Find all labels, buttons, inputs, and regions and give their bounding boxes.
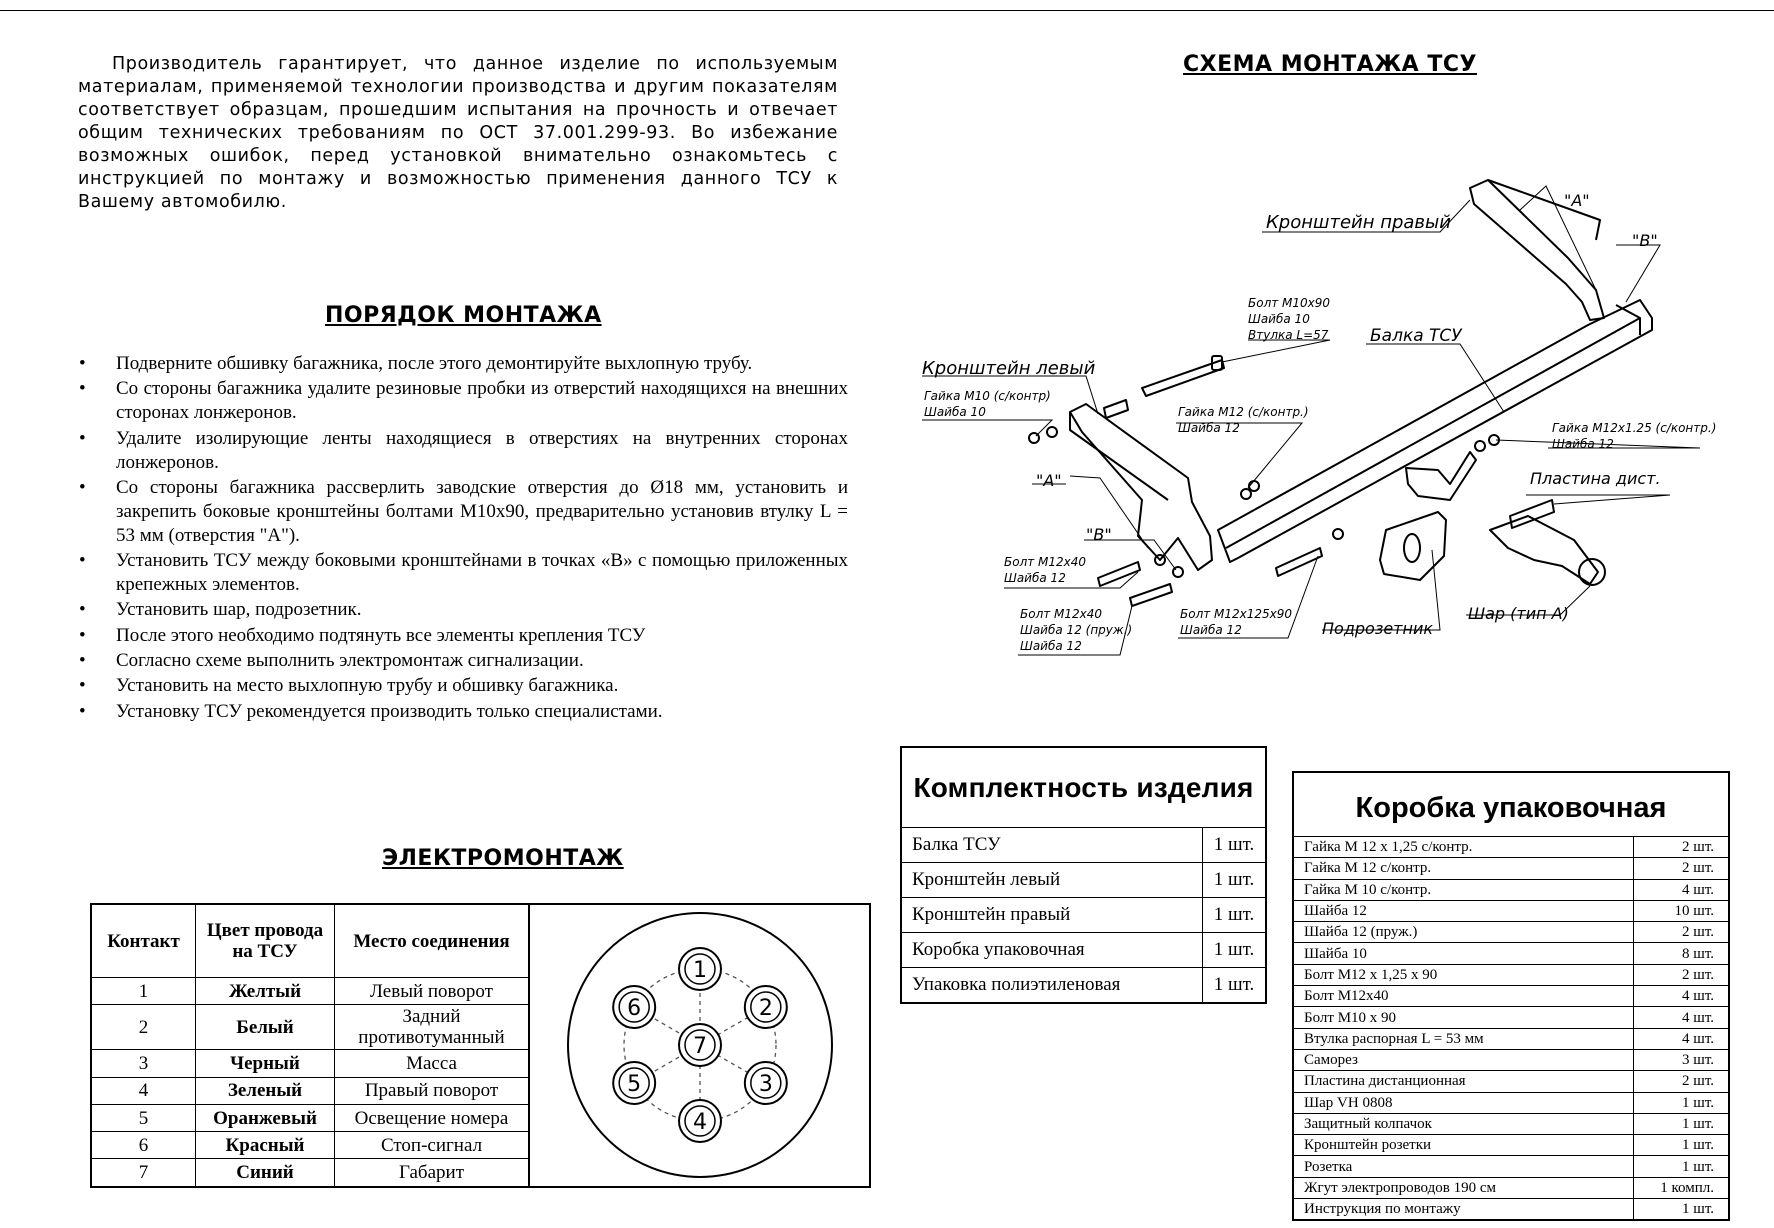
label-bolt-m12x40-b-3: Шайба 12 (1020, 639, 1082, 653)
list-item: • Подверните обшивку багажника, после этого демонтируйте выхлопную трубу. (78, 352, 848, 376)
washer (1489, 435, 1499, 445)
table-cell: Черный (196, 1050, 335, 1077)
socket-pin-label: 1 (692, 958, 707, 983)
washer (1241, 489, 1251, 499)
label-nut-m12x125-1: Гайка М12х1.25 (с/контр.) (1552, 421, 1717, 435)
label-bolt-m12x125-2: Шайба 12 (1180, 623, 1242, 637)
socket-pin (613, 986, 655, 1028)
leader-line (1070, 476, 1148, 548)
table-cell: 1 шт. (1203, 968, 1267, 1004)
washer (1475, 441, 1485, 451)
table-cell: Белый (196, 1005, 335, 1050)
table-cell: Балка ТСУ (901, 828, 1203, 863)
socket-bracket (1380, 512, 1446, 580)
socket-pin-label: 3 (758, 1072, 773, 1097)
right-bracket-plate (1488, 180, 1600, 240)
table-cell: Желтый (196, 978, 335, 1005)
table-cell: 1 шт. (1634, 1199, 1730, 1221)
leader-line (1004, 572, 1138, 588)
leader-line (1178, 556, 1318, 638)
table-cell: 1 шт. (1203, 898, 1267, 933)
label-nut-m10-2: Шайба 10 (924, 405, 986, 419)
leader-line (1222, 340, 1330, 362)
table-cell: 4 шт. (1634, 879, 1730, 900)
label-right-bracket: Кронштейн правый (1266, 212, 1451, 233)
washer (1173, 567, 1183, 577)
socket-pin (679, 948, 721, 990)
table-cell: 3 (91, 1050, 196, 1077)
washer (1155, 555, 1165, 565)
socket-pin (744, 986, 786, 1028)
table-cell: Втулка распорная L = 53 мм (1293, 1028, 1634, 1049)
list-item: • Удалите изолирующие ленты находящиеся в отверстиях на внутренних сторонах лонжеронов. (78, 427, 848, 475)
bolt-m12x40 (1130, 584, 1172, 606)
table-cell: Красный (196, 1132, 335, 1159)
label-bolt-m10-2: Шайба 10 (1248, 312, 1310, 326)
table-cell: Жгут электропроводов 190 см (1293, 1177, 1634, 1198)
table-cell: Болт М12 х 1,25 х 90 (1293, 964, 1634, 985)
label-bolt-m10-3: Втулка L=57 (1248, 328, 1329, 342)
kit-title: Комплектность изделия (901, 747, 1266, 828)
table-cell: 1 шт. (1634, 1092, 1730, 1113)
washer (1029, 433, 1039, 443)
washer (1047, 427, 1057, 437)
leader-line (1262, 200, 1470, 232)
bolt-m12x40 (1098, 562, 1140, 586)
label-bolt-m12x40-a-1: Болт М12х40 (1004, 555, 1087, 569)
table-cell: 1 шт. (1203, 863, 1267, 898)
spacer-sleeve (1104, 400, 1128, 418)
leader-line (1366, 344, 1504, 412)
label-mark-a-left: "А" (1036, 471, 1062, 490)
socket-pin (744, 1062, 786, 1104)
table-cell: 10 шт. (1634, 900, 1730, 921)
table-cell: Кронштейн правый (901, 898, 1203, 933)
socket-pin-label: 4 (692, 1110, 707, 1135)
list-item: • Установить ТСУ между боковыми кронштейнами в точках «В» с помощью приложенных крепежных элементов. (78, 549, 848, 597)
left-bracket (1070, 404, 1212, 570)
table-cell: Оранжевый (196, 1104, 335, 1131)
label-bolt-m12x40-b-1: Болт М12х40 (1020, 607, 1103, 621)
table-cell: Гайка М 10 с/контр. (1293, 879, 1634, 900)
tow-ball-icon (1579, 559, 1605, 585)
table-cell: Розетка (1293, 1156, 1634, 1177)
electro-title: ЭЛЕКТРОМОНТАЖ (382, 846, 624, 871)
table-cell: Задний противотуманный (335, 1005, 530, 1050)
socket-pin-label: 2 (758, 996, 773, 1021)
table-cell: Упаковка полиэтиленовая (901, 968, 1203, 1004)
table-cell: 1 компл. (1634, 1177, 1730, 1198)
socket-pin-label: 7 (692, 1034, 707, 1059)
socket-pin (679, 1024, 721, 1066)
steps-list (78, 352, 848, 725)
beam-end-cap (1616, 305, 1640, 335)
label-nut-m10-1: Гайка М10 (с/контр) (924, 389, 1051, 403)
wiring-header-place: Место соединения (335, 904, 530, 978)
label-mark-a: "А" (1564, 191, 1590, 210)
bolt-m12x125 (1276, 548, 1322, 576)
list-item: • Со стороны багажника удалите резиновые пробки из отверстий находящихся на внешних сторонах лонжеронов. (78, 377, 848, 425)
table-cell: Болт М12х40 (1293, 986, 1634, 1007)
leader-line (1018, 606, 1132, 655)
table-cell: Болт М10 х 90 (1293, 1007, 1634, 1028)
list-item: • Со стороны багажника рассверлить заводские отверстия до Ø18 мм, установить и закрепить боковые кронштейны болтами М10х90, предварительно установив втулку L = 53 мм (отверстия "А"). (78, 476, 848, 548)
list-item: • После этого необходимо подтянуть все элементы крепления ТСУ (78, 624, 848, 648)
list-item: • Согласно схеме выполнить электромонтаж сигнализации. (78, 649, 848, 673)
table-cell: Инструкция по монтажу (1293, 1199, 1634, 1221)
table-cell: Шайба 12 (1293, 900, 1634, 921)
table-cell: Гайка М 12 х 1,25 с/контр. (1293, 837, 1634, 858)
ball-arm (1490, 516, 1598, 584)
table-cell: 2 шт. (1634, 922, 1730, 943)
table-cell: 2 шт. (1634, 858, 1730, 879)
table-cell: Кронштейн розетки (1293, 1135, 1634, 1156)
leader-line (922, 420, 1052, 436)
table-cell: Стоп-сигнал (335, 1132, 530, 1159)
ball-mount-plate (1406, 452, 1476, 500)
socket-diagram-cell (529, 904, 870, 1187)
table-cell: Шар VH 0808 (1293, 1092, 1634, 1113)
leader-line (1466, 586, 1590, 615)
tow-beam (1218, 300, 1652, 562)
table-cell: 4 шт. (1634, 986, 1730, 1007)
leader-line (1526, 495, 1670, 504)
table-cell: Синий (196, 1159, 335, 1187)
list-item: • Установку ТСУ рекомендуется производить только специалистами. (78, 700, 848, 724)
label-plate: Пластина дист. (1530, 469, 1661, 488)
table-cell: 2 шт. (1634, 837, 1730, 858)
table-cell: 4 (91, 1077, 196, 1104)
table-cell: Шайба 12 (пруж.) (1293, 922, 1634, 943)
table-cell: Пластина дистанционная (1293, 1071, 1634, 1092)
table-cell: 6 (91, 1132, 196, 1159)
socket-pin-diagram (541, 908, 859, 1183)
distance-plate (1510, 500, 1554, 528)
wiring-header-contact: Контакт (91, 904, 196, 978)
table-cell: 1 шт. (1634, 1156, 1730, 1177)
table-cell: 5 (91, 1104, 196, 1131)
washer (1333, 529, 1343, 539)
leader-line (1322, 550, 1440, 630)
leader-line (1084, 540, 1176, 570)
label-ball: Шар (тип А) (1468, 604, 1569, 623)
table-cell: 1 шт. (1203, 828, 1267, 863)
scheme-title: СХЕМА МОНТАЖА ТСУ (1183, 52, 1477, 77)
table-cell: Габарит (335, 1159, 530, 1187)
leader-line (922, 376, 1098, 414)
socket-bracket-hole (1404, 534, 1420, 562)
table-cell: 2 (91, 1005, 196, 1050)
label-nut-m12-1: Гайка М12 (с/контр.) (1178, 405, 1309, 419)
label-left-bracket: Кронштейн левый (922, 358, 1096, 379)
right-bracket (1470, 180, 1604, 320)
table-cell: 3 шт. (1634, 1049, 1730, 1070)
leader-line (1496, 440, 1700, 448)
bolt-m10 (1142, 360, 1224, 396)
label-mark-b: "В" (1632, 231, 1658, 250)
leader-line (1616, 245, 1660, 302)
table-cell: 1 шт. (1634, 1135, 1730, 1156)
table-cell: Защитный колпачок (1293, 1113, 1634, 1134)
label-socket-bracket: Подрозетник (1322, 619, 1434, 638)
list-item: • Установить шар, подрозетник. (78, 598, 848, 622)
table-cell: 4 шт. (1634, 1007, 1730, 1028)
table-cell: 2 шт. (1634, 1071, 1730, 1092)
order-title: ПОРЯДОК МОНТАЖА (325, 303, 602, 328)
table-cell: 1 шт. (1203, 933, 1267, 968)
socket-pin-label: 6 (626, 996, 641, 1021)
table-cell: Саморез (1293, 1049, 1634, 1070)
table-cell: Освещение номера (335, 1104, 530, 1131)
table-cell: Зеленый (196, 1077, 335, 1104)
table-cell: Масса (335, 1050, 530, 1077)
label-bolt-m12x125-1: Болт М12х125х90 (1180, 607, 1293, 621)
socket-pin (613, 1062, 655, 1104)
label-nut-m12x125-2: Шайба 12 (1552, 437, 1614, 451)
list-item: • Установить на место выхлопную трубу и обшивку багажника. (78, 674, 848, 698)
bolt-head (1212, 356, 1222, 370)
wiring-header-color: Цвет провода на ТСУ (196, 904, 335, 978)
table-cell: 7 (91, 1159, 196, 1187)
box-table (1292, 771, 1730, 1221)
label-bolt-m12x40-a-2: Шайба 12 (1004, 571, 1066, 585)
washer (1249, 481, 1259, 491)
socket-pin-label: 5 (626, 1072, 641, 1097)
table-cell: 2 шт. (1634, 964, 1730, 985)
tow-beam-edge (1226, 318, 1640, 548)
box-title: Коробка упаковочная (1293, 772, 1729, 837)
label-mark-b-left: "В" (1086, 525, 1112, 544)
table-cell: Кронштейн левый (901, 863, 1203, 898)
table-cell: Правый поворот (335, 1077, 530, 1104)
table-cell: Шайба 10 (1293, 943, 1634, 964)
table-cell: Гайка М 12 с/контр. (1293, 858, 1634, 879)
label-bolt-m12x40-b-2: Шайба 12 (пруж.) (1020, 623, 1133, 637)
socket-pin (679, 1100, 721, 1142)
table-cell: Левый поворот (335, 978, 530, 1005)
top-rule (0, 10, 1774, 11)
label-beam: Балка ТСУ (1370, 326, 1462, 346)
left-bracket-edge (1070, 412, 1168, 500)
table-cell: 1 (91, 978, 196, 1005)
leader-line (1520, 186, 1596, 290)
table-cell: 8 шт. (1634, 943, 1730, 964)
label-nut-m12-2: Шайба 12 (1178, 421, 1240, 435)
kit-table (900, 746, 1267, 1004)
table-cell: 1 шт. (1634, 1113, 1730, 1134)
table-cell: 4 шт. (1634, 1028, 1730, 1049)
label-bolt-m10-1: Болт М10х90 (1248, 296, 1331, 310)
leader-line (1176, 423, 1302, 488)
table-cell: Коробка упаковочная (901, 933, 1203, 968)
wiring-table (90, 903, 871, 1188)
intro-paragraph: Производитель гарантирует, что данное изделие по используемым материалам, применяемой технологии производства и другим показателям соответствует образцам, прошедшим испытания на прочность и отвечает общим технических требованиям по ОСТ 37.001.299-93. Во избежание возможных ошибок, перед установкой внимательно ознакомьтесь с инструкцией по монтажу и возможностью применения данного ТСУ к Вашему автомобилю. (78, 54, 838, 212)
